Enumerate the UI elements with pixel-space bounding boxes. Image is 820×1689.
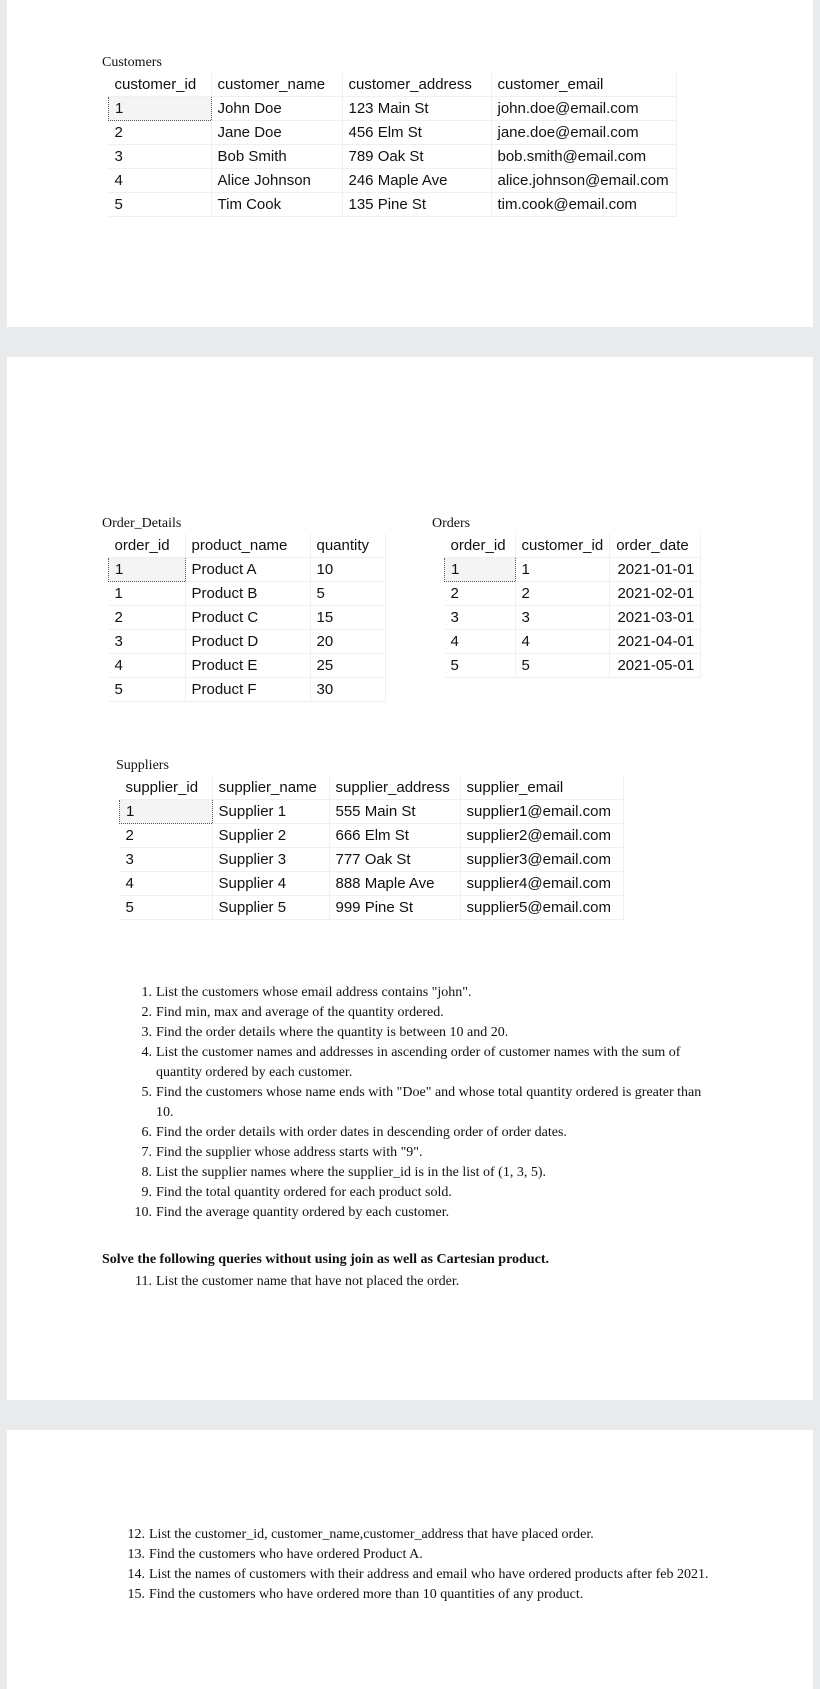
table-row bbox=[109, 654, 386, 678]
table-cell: 2 bbox=[109, 606, 186, 630]
table-row bbox=[120, 896, 624, 920]
table-cell: 5 bbox=[310, 582, 385, 606]
table-cell: 2021-04-01 bbox=[610, 630, 701, 654]
question-number: 9. bbox=[141, 1185, 152, 1200]
question-number: 2. bbox=[141, 1005, 152, 1020]
table-row bbox=[120, 800, 624, 824]
question-item bbox=[132, 1023, 707, 1043]
column-header: order_id bbox=[445, 534, 516, 558]
column-header: customer_address bbox=[342, 73, 491, 97]
table-cell: 25 bbox=[310, 654, 385, 678]
table-row bbox=[109, 121, 677, 145]
question-text: Find the customers who have ordered more than 10 quantities of any product. bbox=[149, 1587, 584, 1602]
question-text: Find the order details with order dates in descending order of order dates. bbox=[156, 1125, 567, 1140]
question-number: 13. bbox=[127, 1547, 145, 1562]
column-header: product_name bbox=[185, 534, 310, 558]
question-number: 4. bbox=[141, 1045, 152, 1060]
table-cell: 2 bbox=[445, 582, 516, 606]
table-row bbox=[445, 558, 701, 582]
table-row bbox=[445, 654, 701, 678]
table-cell: 2 bbox=[515, 582, 610, 606]
suppliers-table-title: Suppliers bbox=[116, 758, 169, 773]
question-item bbox=[132, 1163, 707, 1183]
table-cell: Supplier 3 bbox=[212, 848, 329, 872]
question-text: Find the customers who have ordered Product A. bbox=[149, 1547, 423, 1562]
question-item bbox=[125, 1525, 737, 1545]
table-cell: Alice Johnson bbox=[211, 169, 342, 193]
table-cell: 15 bbox=[310, 606, 385, 630]
question-number: 3. bbox=[141, 1025, 152, 1040]
question-number: 6. bbox=[141, 1125, 152, 1140]
column-header: order_id bbox=[109, 534, 186, 558]
question-item bbox=[132, 1272, 707, 1292]
question-text: Find the supplier whose address starts with "9". bbox=[156, 1145, 423, 1160]
question-number: 11. bbox=[135, 1274, 152, 1289]
table-cell: 123 Main St bbox=[342, 97, 491, 121]
table-cell: 456 Elm St bbox=[342, 121, 491, 145]
question-number: 10. bbox=[134, 1205, 152, 1220]
question-text: Find the order details where the quantity is between 10 and 20. bbox=[156, 1025, 509, 1040]
table-cell: 666 Elm St bbox=[329, 824, 460, 848]
table-cell: 2021-01-01 bbox=[610, 558, 701, 582]
table-row bbox=[109, 145, 677, 169]
table-cell: Supplier 5 bbox=[212, 896, 329, 920]
table-cell: supplier3@email.com bbox=[460, 848, 623, 872]
table-cell: 246 Maple Ave bbox=[342, 169, 491, 193]
table-cell: supplier4@email.com bbox=[460, 872, 623, 896]
table-cell: 3 bbox=[445, 606, 516, 630]
table-cell: tim.cook@email.com bbox=[491, 193, 676, 217]
column-header: order_date bbox=[610, 534, 701, 558]
question-text: List the supplier names where the supplier_id is in the list of (1, 3, 5). bbox=[156, 1165, 546, 1180]
page-1 bbox=[7, 0, 813, 327]
table-cell: Supplier 1 bbox=[212, 800, 329, 824]
table-cell: John Doe bbox=[211, 97, 342, 121]
orders-table bbox=[444, 534, 701, 678]
table-cell: 20 bbox=[310, 630, 385, 654]
table-cell: 999 Pine St bbox=[329, 896, 460, 920]
question-item bbox=[125, 1545, 737, 1565]
customers-table bbox=[108, 73, 677, 217]
table-cell: 5 bbox=[515, 654, 610, 678]
question-number: 8. bbox=[141, 1165, 152, 1180]
question-item bbox=[125, 1565, 737, 1585]
table-cell: jane.doe@email.com bbox=[491, 121, 676, 145]
question-item bbox=[132, 1143, 707, 1163]
table-cell: 2021-03-01 bbox=[610, 606, 701, 630]
table-cell: 789 Oak St bbox=[342, 145, 491, 169]
question-text: Find the average quantity ordered by each customer. bbox=[156, 1205, 450, 1220]
suppliers-table bbox=[119, 776, 624, 920]
question-item bbox=[132, 1003, 707, 1023]
table-row bbox=[109, 169, 677, 193]
table-row bbox=[109, 97, 677, 121]
table-row bbox=[109, 558, 386, 582]
instruction-text: Solve the following queries without using join as well as Cartesian product. bbox=[102, 1252, 549, 1267]
table-cell: supplier5@email.com bbox=[460, 896, 623, 920]
table-cell: Product E bbox=[185, 654, 310, 678]
table-row bbox=[109, 678, 386, 702]
question-text: Find min, max and average of the quantity ordered. bbox=[156, 1005, 444, 1020]
table-cell: Jane Doe bbox=[211, 121, 342, 145]
table-cell: 5 bbox=[109, 193, 212, 217]
table-row bbox=[109, 630, 386, 654]
table-row bbox=[120, 872, 624, 896]
table-body bbox=[109, 558, 386, 702]
table-cell: 4 bbox=[515, 630, 610, 654]
question-item bbox=[125, 1585, 737, 1605]
question-text: List the customers whose email address contains "john". bbox=[156, 985, 472, 1000]
question-item bbox=[132, 983, 707, 1003]
table-cell: Tim Cook bbox=[211, 193, 342, 217]
table-cell: Product C bbox=[185, 606, 310, 630]
table-cell: 4 bbox=[109, 654, 186, 678]
table-cell: 1 bbox=[445, 558, 516, 582]
column-header: quantity bbox=[310, 534, 385, 558]
table-cell: 2 bbox=[109, 121, 212, 145]
table-cell: 555 Main St bbox=[329, 800, 460, 824]
column-header: customer_id bbox=[515, 534, 610, 558]
question-item bbox=[132, 1203, 707, 1223]
table-row bbox=[445, 582, 701, 606]
question-text: List the customer_id, customer_name,customer_address that have placed order. bbox=[149, 1527, 594, 1542]
question-text: List the customer name that have not placed the order. bbox=[156, 1274, 460, 1289]
table-cell: 3 bbox=[109, 630, 186, 654]
table-row bbox=[120, 848, 624, 872]
table-cell: 4 bbox=[445, 630, 516, 654]
table-cell: supplier1@email.com bbox=[460, 800, 623, 824]
table-row bbox=[445, 630, 701, 654]
table-row bbox=[120, 824, 624, 848]
table-cell: bob.smith@email.com bbox=[491, 145, 676, 169]
table-cell: 1 bbox=[515, 558, 610, 582]
table-cell: 2 bbox=[120, 824, 213, 848]
question-text: List the customer names and addresses in ascending order of customer names with the sum of quantity ordered by each customer. bbox=[156, 1045, 681, 1080]
table-cell: 30 bbox=[310, 678, 385, 702]
table-cell: 1 bbox=[109, 582, 186, 606]
customers-table-title: Customers bbox=[102, 55, 162, 70]
table-cell: 3 bbox=[515, 606, 610, 630]
table-cell: Product F bbox=[185, 678, 310, 702]
page-2 bbox=[7, 357, 813, 1400]
questions-list-part2 bbox=[132, 1272, 707, 1292]
table-cell: alice.johnson@email.com bbox=[491, 169, 676, 193]
table-cell: Supplier 2 bbox=[212, 824, 329, 848]
table-cell: Bob Smith bbox=[211, 145, 342, 169]
question-text: List the names of customers with their address and email who have ordered products after feb 2021. bbox=[149, 1567, 709, 1582]
table-cell: 10 bbox=[310, 558, 385, 582]
question-item bbox=[132, 1043, 707, 1083]
question-text: Find the total quantity ordered for each product sold. bbox=[156, 1185, 452, 1200]
order-details-table-title: Order_Details bbox=[102, 516, 182, 531]
column-header: customer_id bbox=[109, 73, 212, 97]
column-header: customer_name bbox=[211, 73, 342, 97]
table-cell: supplier2@email.com bbox=[460, 824, 623, 848]
question-number: 7. bbox=[141, 1145, 152, 1160]
table-row bbox=[445, 606, 701, 630]
table-body bbox=[120, 800, 624, 920]
table-cell: 135 Pine St bbox=[342, 193, 491, 217]
table-cell: 1 bbox=[109, 97, 212, 121]
table-cell: 3 bbox=[109, 145, 212, 169]
column-header: customer_email bbox=[491, 73, 676, 97]
question-text: Find the customers whose name ends with "Doe" and whose total quantity ordered is greater than 10. bbox=[156, 1085, 702, 1120]
questions-list-part1 bbox=[132, 983, 707, 1223]
table-body bbox=[445, 558, 701, 678]
table-cell: 1 bbox=[109, 558, 186, 582]
table-row bbox=[109, 193, 677, 217]
table-cell: Supplier 4 bbox=[212, 872, 329, 896]
table-cell: 5 bbox=[120, 896, 213, 920]
table-cell: Product B bbox=[185, 582, 310, 606]
column-header: supplier_name bbox=[212, 776, 329, 800]
table-cell: 2021-05-01 bbox=[610, 654, 701, 678]
question-item bbox=[132, 1083, 707, 1123]
table-cell: 1 bbox=[120, 800, 213, 824]
order-details-table bbox=[108, 534, 386, 702]
table-body bbox=[109, 97, 677, 217]
table-cell: john.doe@email.com bbox=[491, 97, 676, 121]
table-row bbox=[109, 606, 386, 630]
table-cell: 888 Maple Ave bbox=[329, 872, 460, 896]
question-item bbox=[132, 1183, 707, 1203]
table-cell: 4 bbox=[120, 872, 213, 896]
page-3 bbox=[7, 1430, 813, 1689]
table-row bbox=[109, 582, 386, 606]
table-cell: 5 bbox=[445, 654, 516, 678]
question-number: 12. bbox=[127, 1527, 145, 1542]
question-number: 5. bbox=[141, 1085, 152, 1100]
question-item bbox=[132, 1123, 707, 1143]
column-header: supplier_email bbox=[460, 776, 623, 800]
table-cell: Product A bbox=[185, 558, 310, 582]
question-number: 14. bbox=[127, 1567, 145, 1582]
question-number: 1. bbox=[141, 985, 152, 1000]
orders-table-title: Orders bbox=[432, 516, 471, 531]
table-cell: 4 bbox=[109, 169, 212, 193]
table-cell: 5 bbox=[109, 678, 186, 702]
questions-list-part3 bbox=[125, 1525, 737, 1605]
table-cell: 777 Oak St bbox=[329, 848, 460, 872]
question-number: 15. bbox=[127, 1587, 145, 1602]
column-header: supplier_id bbox=[120, 776, 213, 800]
column-header: supplier_address bbox=[329, 776, 460, 800]
table-cell: 2021-02-01 bbox=[610, 582, 701, 606]
table-cell: Product D bbox=[185, 630, 310, 654]
table-cell: 3 bbox=[120, 848, 213, 872]
